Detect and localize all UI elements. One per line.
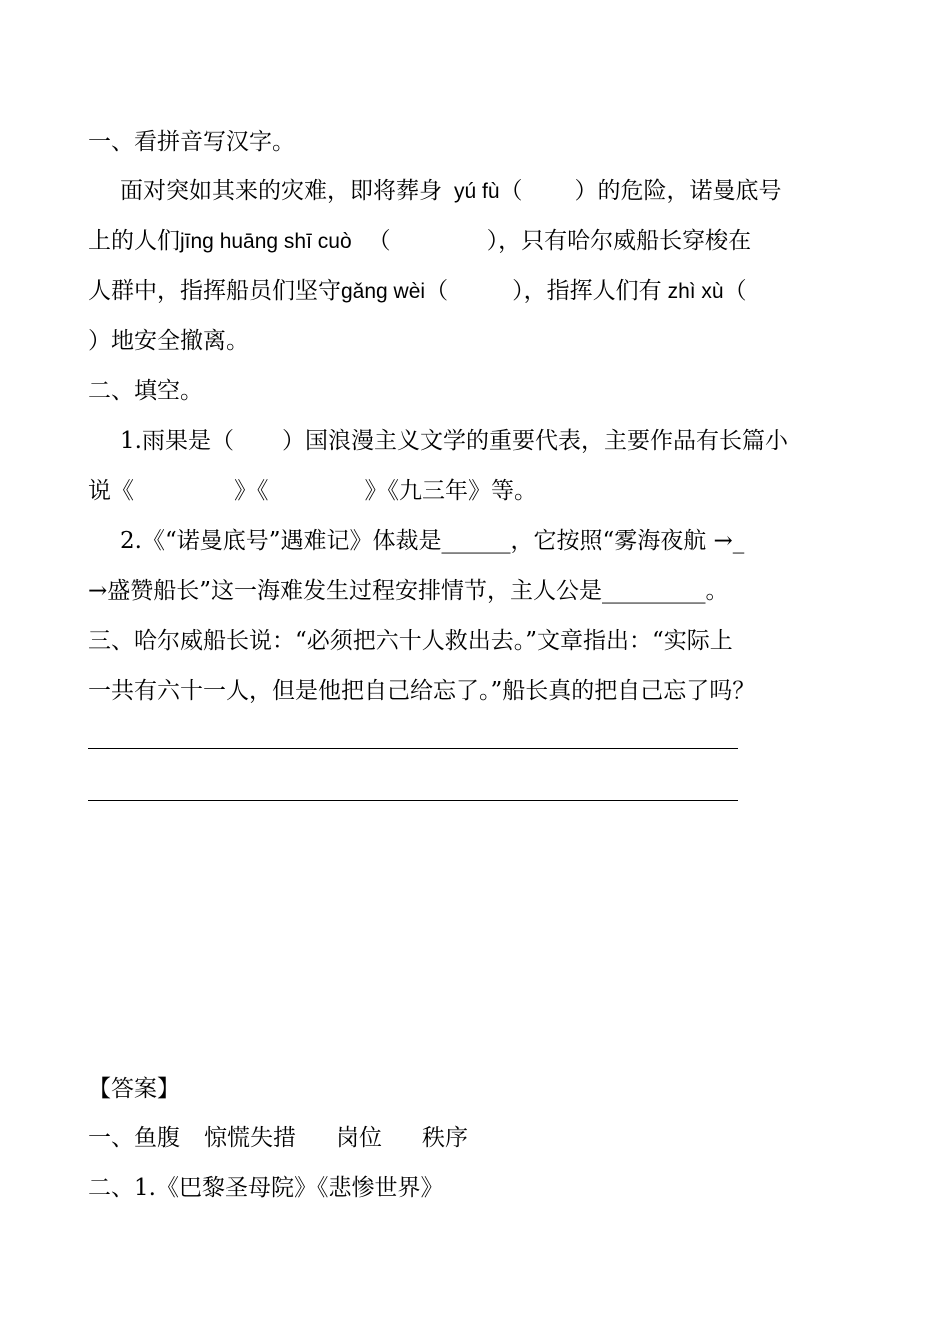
text-segment: 说《 xyxy=(88,478,134,504)
question-2-1-line-1 xyxy=(120,416,900,466)
section-1-title: 一、看拼音写汉字。 xyxy=(88,129,295,155)
section-3-line-1: 三、哈尔威船长说：“必须把六十人救出去。”文章指出：“实际上 xyxy=(88,628,733,654)
text-segment: （ xyxy=(499,178,523,204)
answer-2: 二、1.《巴黎圣母院》《悲惨世界》 xyxy=(88,1175,444,1201)
text-segment: ），指挥人们有 xyxy=(512,278,662,304)
question-2-2-line-2: →盛赞船长”这一海难发生过程安排情节，主人公是_________。 xyxy=(88,578,729,604)
text-segment: 上的人们 xyxy=(88,228,180,254)
answers-heading: 【答案】 xyxy=(88,1076,180,1102)
pinyin-zhi-xu: zhì xù xyxy=(667,280,724,303)
question-2-1-line-2 xyxy=(88,466,868,516)
question-2-2-line-1: 2.《“诺曼底号”遇难记》体裁是______，它按照“雾海夜航 →_ xyxy=(120,528,745,554)
text-segment: （ xyxy=(723,278,747,304)
pinyin-gang-wei: gǎng wèi xyxy=(341,280,426,303)
text-segment: （ xyxy=(425,278,449,304)
answer-writing-line-1[interactable] xyxy=(88,748,738,749)
pinyin-yu-fu: yú fù xyxy=(454,180,500,203)
answer-1-word-3: 岗位 xyxy=(336,1125,382,1151)
text-segment: 人群中，指挥船员们坚守 xyxy=(88,278,341,304)
pinyin-jing-huang-shi-cuo: jīng huāng shī cuò xyxy=(180,230,352,253)
answer-1-word-2: 惊慌失措 xyxy=(204,1125,296,1151)
section-2-title: 二、填空。 xyxy=(88,378,203,404)
section-1-line-4: ）地安全撤离。 xyxy=(88,328,249,354)
text-segment: （ xyxy=(367,228,391,254)
answer-1-word-4: 秩序 xyxy=(422,1125,468,1151)
text-segment: 》《九三年》等。 xyxy=(364,478,537,504)
section-3-line-2: 一共有六十一人，但是他把自己给忘了。”船长真的把自己忘了吗？ xyxy=(88,678,756,704)
answer-1-word-1: 一、鱼腹 xyxy=(88,1125,180,1151)
text-segment: ），只有哈尔威船长穿梭在 xyxy=(486,228,752,254)
answer-1 xyxy=(88,1113,868,1163)
section-1-line-1 xyxy=(120,166,900,216)
section-1-line-3 xyxy=(88,266,868,316)
text-segment: ）的危险，诺曼底号 xyxy=(574,178,782,204)
text-segment: ）国浪漫主义文学的重要代表，主要作品有长篇小 xyxy=(281,428,788,454)
text-segment: 》《 xyxy=(234,478,269,504)
answer-writing-line-2[interactable] xyxy=(88,800,738,801)
text-segment: 1.雨果是（ xyxy=(120,428,234,454)
section-1-line-2 xyxy=(88,216,868,266)
text-segment: 面对突如其来的灾难，即将葬身 xyxy=(120,178,442,204)
